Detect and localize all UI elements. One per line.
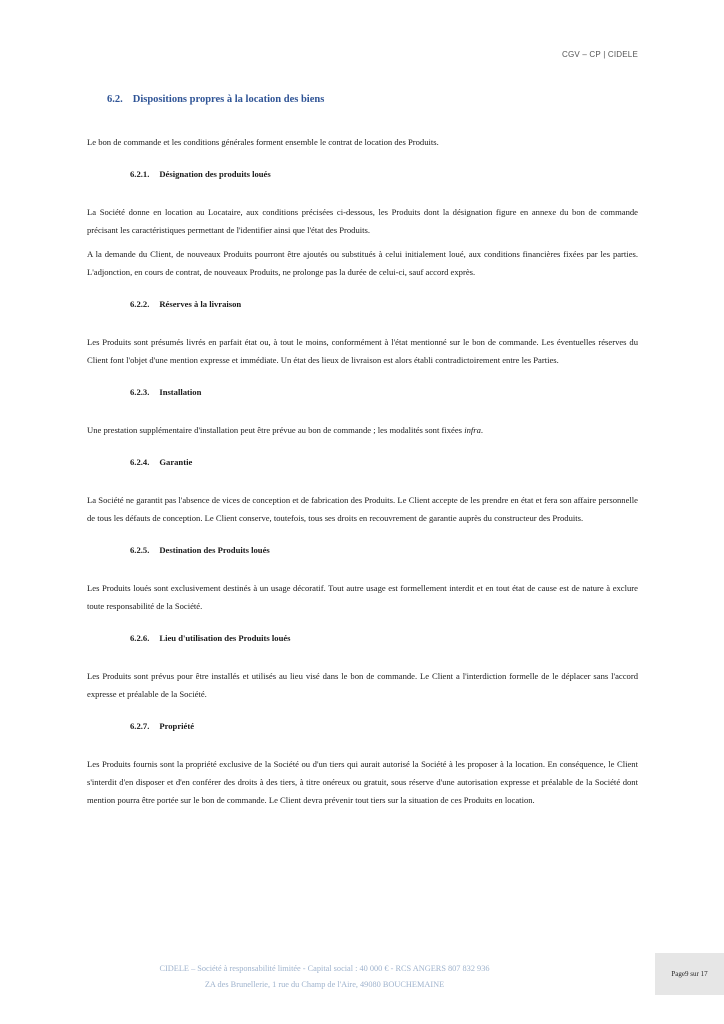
paragraph: Les Produits sont prévus pour être installés et utilisés au lieu visé dans le bon de commande. Le Client a l'interdiction formelle de le déplacer sans l'accord expresse et préalable de la Société.: [87, 671, 638, 699]
paragraph: La Société ne garantit pas l'absence de vices de conception et de fabrication des Produits. Le Client accepte de les prendre en état et fera son affaire personnelle de tous les défauts de conception. Le Client conserve, toutefois, tous ses droits en recouvrement de garantie auprès du constructeur des Produits.: [87, 495, 638, 523]
subsection-number: 6.2.2.: [130, 299, 150, 309]
subsection-number: 6.2.5.: [130, 545, 150, 555]
subsection-number: 6.2.1.: [130, 169, 150, 179]
section-title-text: Dispositions propres à la location des biens: [132, 94, 325, 105]
subsection-6-2-7: [87, 721, 638, 809]
subsection-title-text: Destination des Produits loués: [159, 545, 270, 555]
subsection-title: [130, 633, 638, 643]
subsection-title: [130, 387, 638, 397]
page-footer: [87, 961, 562, 993]
subsection-title-text: Propriété: [159, 721, 195, 731]
paragraph: Les Produits fournis sont la propriété exclusive de la Société ou d'un tiers qui aurait autorisé la Société à les proposer à la location. En conséquence, le Client s'interdit d'en disposer et d'en conférer des droits à des tiers, à titre onéreux ou gratuit, sous réserve d'une autorisation expresse et préalable de la Société dont mention pourra être portée sur le bon de commande. Le Client devra prévenir tout tiers sur la situation de ces Produits en location.: [87, 759, 638, 805]
header-reference: CGV – CP | CIDELE: [561, 50, 638, 59]
subsection-6-2-6: [87, 633, 638, 703]
subsection-number: 6.2.7.: [130, 721, 150, 731]
footer-company-line: CIDELE – Société à responsabilité limitée - Capital social : 40 000 € - RCS ANGERS 807 832 936: [159, 964, 490, 973]
paragraph: La Société donne en location au Locataire, aux conditions précisées ci-dessous, les Produits dont la désignation figure en annexe du bon de commande précisant les caractéristiques permettant de l'identifier ainsi que l'état des Produits.: [87, 207, 638, 235]
paragraph: Les Produits loués sont exclusivement destinés à un usage décoratif. Tout autre usage est formellement interdit et en tout état de cause est de nature à exclure toute responsabilité de la Société.: [87, 583, 638, 611]
page-number: Page9 sur 17: [671, 970, 708, 978]
italic-text: infra: [464, 425, 481, 435]
subsection-6-2-1: [87, 169, 638, 281]
text-run: Une prestation supplémentaire d'installation peut être prévue au bon de commande ; les modalités sont fixées: [87, 425, 465, 435]
subsection-title-text: Désignation des produits loués: [159, 169, 271, 179]
subsection-title-text: Garantie: [159, 457, 193, 467]
subsection-6-2-3: [87, 387, 638, 439]
subsection-title-text: Lieu d'utilisation des Produits loués: [159, 633, 291, 643]
subsection-title-text: Réserves à la livraison: [159, 299, 242, 309]
page-number-badge: [655, 953, 724, 995]
subsection-number: 6.2.3.: [130, 387, 150, 397]
subsection-title-text: Installation: [159, 387, 202, 397]
subsection-title: [130, 299, 638, 309]
paragraph: [87, 421, 638, 439]
section-title: [107, 94, 638, 105]
footer-address-line: ZA des Brunellerie, 1 rue du Champ de l'Aire, 49080 BOUCHEMAINE: [204, 980, 445, 989]
section-number: 6.2.: [107, 94, 123, 105]
subsection-number: 6.2.6.: [130, 633, 150, 643]
subsection-title: [130, 457, 638, 467]
paragraph: Les Produits sont présumés livrés en parfait état ou, à tout le moins, conformément à l'état mentionné sur le bon de commande. Les éventuelles réserves du Client font l'objet d'une mention expresse et immédiate. Un état des lieux de livraison est alors établi contradictoirement entre les Parties.: [87, 337, 638, 365]
subsection-title: [130, 545, 638, 555]
paragraph: A la demande du Client, de nouveaux Produits pourront être ajoutés ou substitués à celui initialement loué, aux conditions financières fixées par les parties. L'adjonction, en cours de contrat, de nouveaux Produits, ne prolonge pas la durée de celui-ci, sauf accord exprès.: [87, 249, 638, 277]
subsection-title: [130, 169, 638, 179]
document-body: [87, 94, 638, 827]
subsection-6-2-5: [87, 545, 638, 615]
subsection-6-2-2: [87, 299, 638, 369]
text-run: .: [480, 425, 484, 435]
intro-paragraph: Le bon de commande et les conditions générales forment ensemble le contrat de location des Produits.: [87, 137, 439, 147]
subsection-number: 6.2.4.: [130, 457, 150, 467]
subsection-title: [130, 721, 638, 731]
subsection-6-2-4: [87, 457, 638, 527]
